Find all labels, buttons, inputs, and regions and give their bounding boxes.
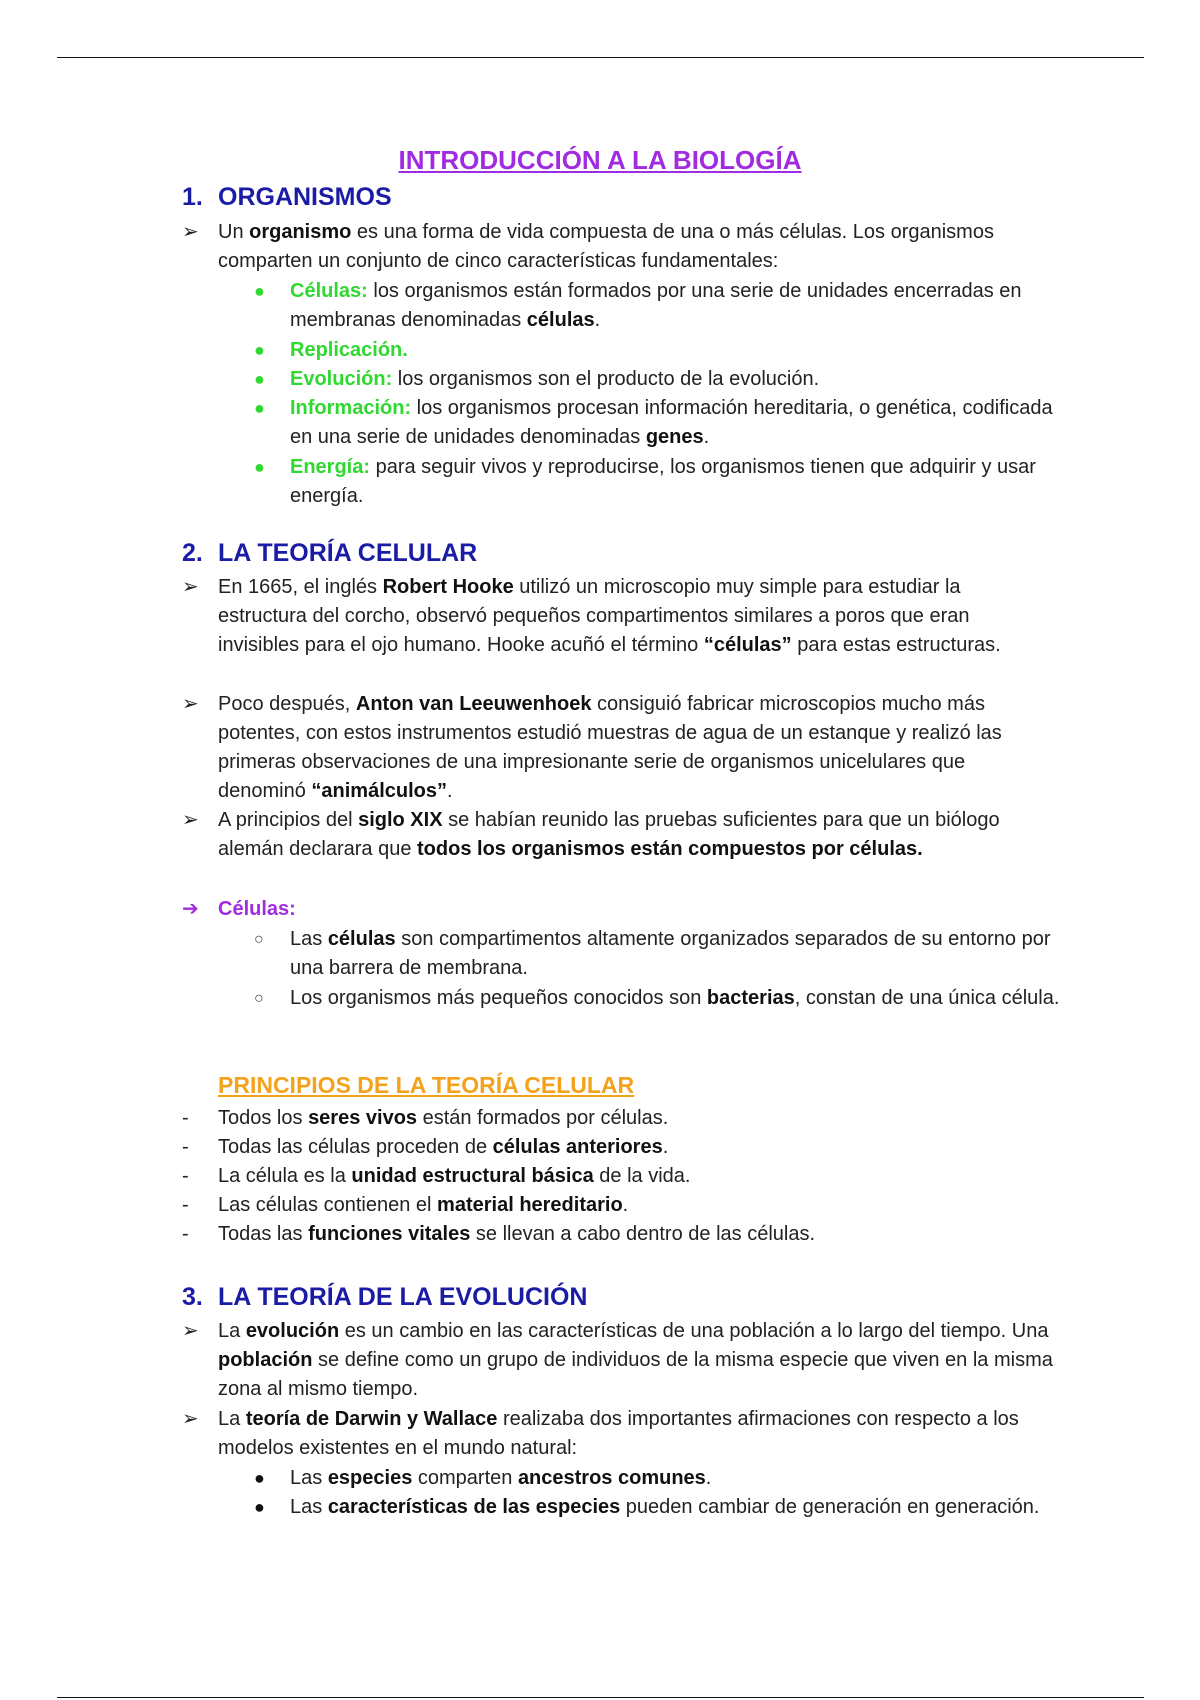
principle-item: - Todas las células proceden de células anteriores.: [218, 1133, 1053, 1162]
arrowhead-bullet-icon: ➢: [182, 809, 199, 831]
green-dot-icon: ●: [254, 369, 265, 389]
principle-item: - La célula es la unidad estructural básica de la vida.: [218, 1162, 1053, 1191]
principle-item: - Las células contienen el material hereditario.: [218, 1191, 1053, 1220]
s3-item: ● Las especies comparten ancestros comunes.: [290, 1464, 1060, 1493]
s2-siglo-xix-paragraph: ➢ A principios del siglo XIX se habían reunido las pruebas suficientes para que un biólogo alemán declarara que todos los organismos están compuestos por células.: [218, 806, 1053, 864]
black-dot-icon: ●: [254, 1468, 265, 1488]
s1-item-energia: ● Energía: para seguir vivos y reproducirse, los organismos tienen que adquirir y usar energía.: [290, 453, 1060, 511]
arrowhead-bullet-icon: ➢: [182, 693, 199, 715]
s1-item-celulas: ● Células: los organismos están formados por una serie de unidades encerradas en membranas denominadas células.: [290, 277, 1060, 335]
s2-leeuwenhoek-paragraph: ➢ Poco después, Anton van Leeuwenhoek consiguió fabricar microscopios mucho más potentes, con estos instrumentos estudió muestras de agua de un estanque y realizó las primeras observaciones de una impresionante serie de organismos unicelulares que denominó “animálculos”.: [218, 690, 1053, 806]
s3-evolucion-paragraph: ➢ La evolución es un cambio en las características de una población a lo largo del tiempo. Una población se define como un grupo de individuos de la misma especie que viven en la misma zona al mismo tiempo.: [218, 1317, 1053, 1404]
s1-intro-paragraph: ➢ Un organismo es una forma de vida compuesta de una o más células. Los organismos comparten un conjunto de cinco características fundamentales:: [218, 218, 1053, 276]
bottom-rule: [57, 1697, 1144, 1698]
s1-item-replicacion: ● Replicación.: [290, 336, 1060, 365]
right-arrow-icon: ➔: [182, 898, 199, 920]
dash-bullet-icon: -: [182, 1223, 189, 1245]
s1-item-evolucion: ● Evolución: los organismos son el producto de la evolución.: [290, 365, 1060, 394]
s2-cells-heading: ➔ Células:: [218, 895, 1053, 924]
arrowhead-bullet-icon: ➢: [182, 221, 199, 243]
s3-darwin-paragraph: ➢ La teoría de Darwin y Wallace realizaba dos importantes afirmaciones con respecto a los modelos existentes en el mundo natural:: [218, 1405, 1053, 1463]
s2-cells-item: ○ Los organismos más pequeños conocidos son bacterias, constan de una única célula.: [290, 984, 1060, 1013]
page-title: INTRODUCCIÓN A LA BIOLOGÍA: [398, 145, 802, 175]
principle-item: - Todas las funciones vitales se llevan a cabo dentro de las células.: [218, 1220, 1053, 1249]
green-dot-icon: ●: [254, 398, 265, 418]
dash-bullet-icon: -: [182, 1194, 189, 1216]
section-3-heading: 3. LA TEORÍA DE LA EVOLUCIÓN: [182, 1283, 588, 1311]
arrowhead-bullet-icon: ➢: [182, 1408, 199, 1430]
s3-item: ● Las características de las especies pueden cambiar de generación en generación.: [290, 1493, 1060, 1522]
s2-cells-item: ○ Las células son compartimentos altamente organizados separados de su entorno por una barrera de membrana.: [290, 925, 1060, 983]
dash-bullet-icon: -: [182, 1107, 189, 1129]
arrowhead-bullet-icon: ➢: [182, 576, 199, 598]
top-rule: [57, 57, 1144, 58]
principle-item: - Todos los seres vivos están formados por células.: [218, 1104, 1053, 1133]
arrowhead-bullet-icon: ➢: [182, 1320, 199, 1342]
dash-bullet-icon: -: [182, 1165, 189, 1187]
s1-item-informacion: ● Información: los organismos procesan información hereditaria, o genética, codificada en una serie de unidades denominadas genes.: [290, 394, 1060, 452]
green-dot-icon: ●: [254, 457, 265, 477]
hollow-circle-bullet-icon: ○: [254, 931, 264, 948]
s2-hooke-paragraph: ➢ En 1665, el inglés Robert Hooke utilizó un microscopio muy simple para estudiar la estructura del corcho, observó pequeños compartimentos similares a poros que eran invisibles para el ojo humano. Hooke acuñó el término “células” para estas estructuras.: [218, 573, 1053, 660]
section-1-heading: 1. ORGANISMOS: [182, 183, 392, 211]
principles-heading: PRINCIPIOS DE LA TEORÍA CELULAR: [218, 1072, 635, 1098]
green-dot-icon: ●: [254, 340, 265, 360]
dash-bullet-icon: -: [182, 1136, 189, 1158]
section-2-heading: 2. LA TEORÍA CELULAR: [182, 539, 478, 567]
black-dot-icon: ●: [254, 1497, 265, 1517]
hollow-circle-bullet-icon: ○: [254, 990, 264, 1007]
green-dot-icon: ●: [254, 281, 265, 301]
